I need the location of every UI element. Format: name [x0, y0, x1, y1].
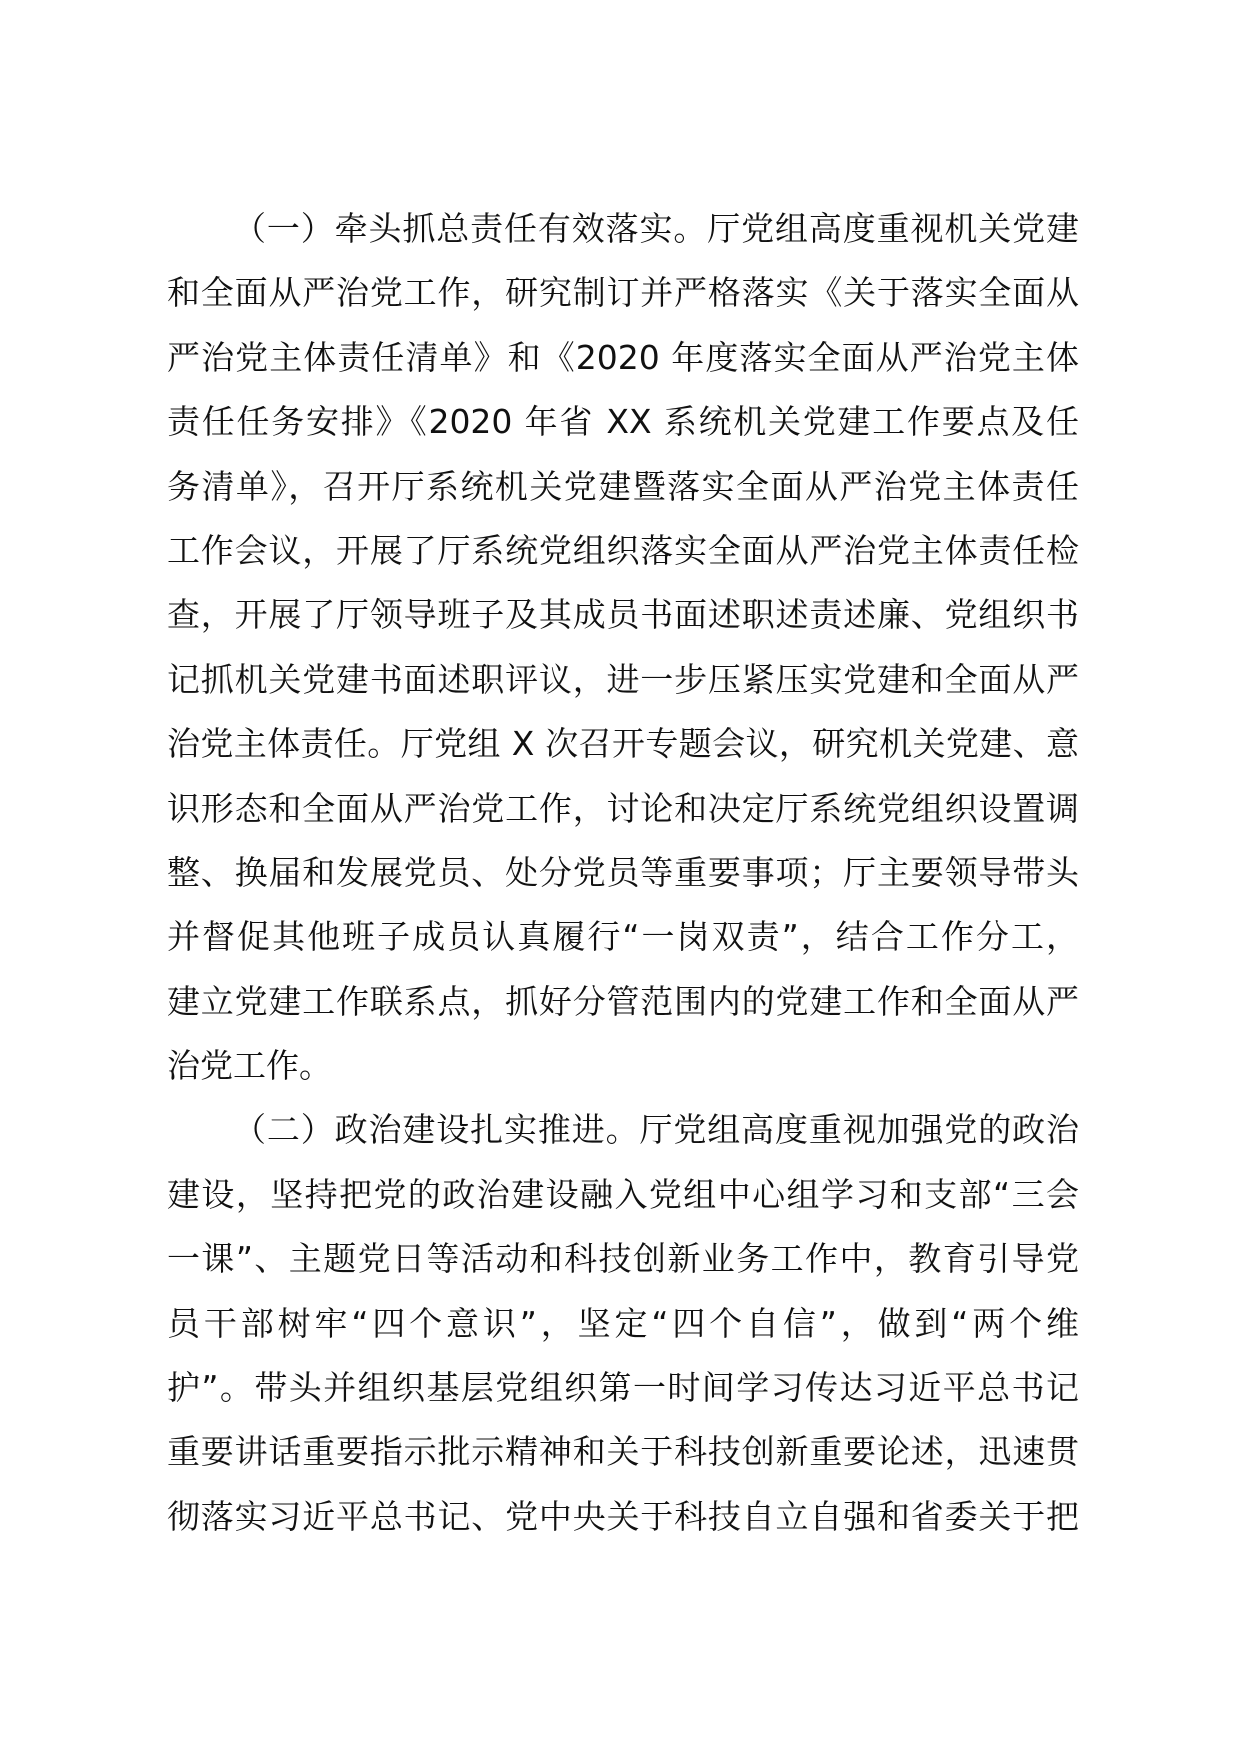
paragraph-line: 护”。带头并组织基层党组织第一时间学习传达习近平总书记 [167, 1368, 1079, 1408]
document-body [167, 197, 1079, 1549]
paragraph-line: 并督促其他班子成员认真履行“一岗双责”，结合工作分工， [167, 917, 1079, 957]
paragraph-line: （一）牵头抓总责任有效落实。厅党组高度重视机关党建 [233, 209, 1079, 248]
paragraph-line: 建设，坚持把党的政治建设融入党组中心组学习和支部“三会 [167, 1174, 1079, 1214]
paragraph-line: 重要讲话重要指示批示精神和关于科技创新重要论述，迅速贯 [167, 1432, 1079, 1472]
paragraph-line: 治党工作。 [167, 1046, 332, 1086]
paragraph-2 [167, 1098, 1079, 1549]
paragraph-line: 记抓机关党建书面述职评议，进一步压紧压实党建和全面从严 [167, 659, 1079, 699]
paragraph-line: 员干部树牢“四个意识”，坚定“四个自信”，做到“两个维 [167, 1303, 1079, 1343]
paragraph-line: 务清单》，召开厅系统机关党建暨落实全面从严治党主体责任 [167, 466, 1079, 506]
paragraph-1 [167, 197, 1079, 1098]
paragraph-line: 责任任务安排》《2020 年省 XX 系统机关党建工作要点及任 [167, 402, 1079, 442]
paragraph-line: 查，开展了厅领导班子及其成员书面述职述责述廉、党组织书 [167, 595, 1079, 635]
paragraph-line: 识形态和全面从严治党工作，讨论和决定厅系统党组织设置调 [167, 788, 1079, 828]
paragraph-line: 和全面从严治党工作，研究制订并严格落实《关于落实全面从 [167, 273, 1079, 313]
paragraph-line: 一课”、主题党日等活动和科技创新业务工作中，教育引导党 [167, 1239, 1079, 1279]
paragraph-line: 彻落实习近平总书记、党中央关于科技自立自强和省委关于把 [167, 1496, 1079, 1536]
paragraph-line: （二）政治建设扎实推进。厅党组高度重视加强党的政治 [233, 1110, 1079, 1150]
paragraph-line: 治党主体责任。厅党组 X 次召开专题会议，研究机关党建、意 [167, 724, 1079, 764]
paragraph-line: 建立党建工作联系点，抓好分管范围内的党建工作和全面从严 [167, 981, 1079, 1021]
paragraph-line: 严治党主体责任清单》和《2020 年度落实全面从严治党主体 [167, 337, 1079, 377]
paragraph-line: 工作会议，开展了厅系统党组织落实全面从严治党主体责任检 [167, 530, 1079, 570]
paragraph-line: 整、换届和发展党员、处分党员等重要事项；厅主要领导带头 [167, 852, 1079, 892]
